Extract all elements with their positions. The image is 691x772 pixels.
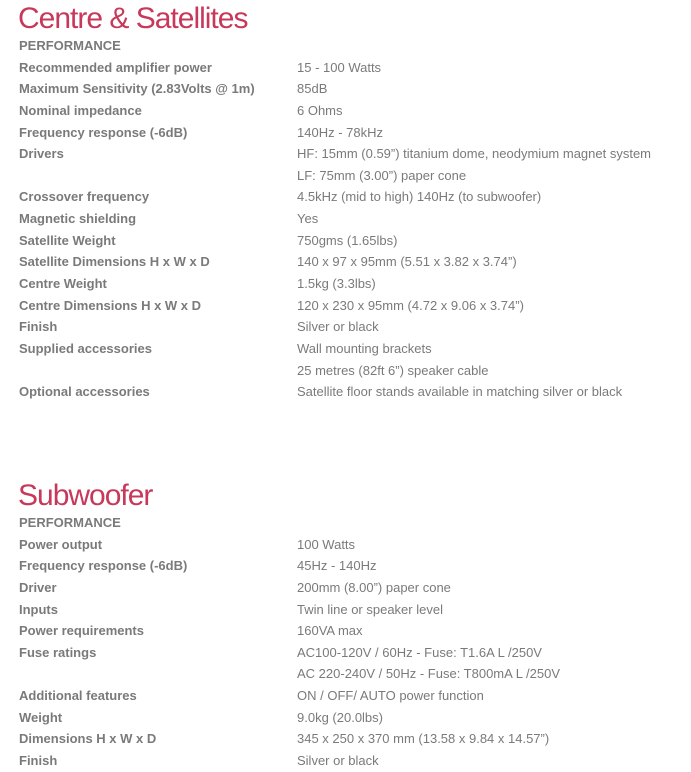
spec-row xyxy=(0,186,691,208)
spec-label: Nominal impedance xyxy=(19,102,142,118)
spec-row xyxy=(0,620,691,642)
spec-row xyxy=(0,251,691,273)
spec-row xyxy=(0,208,691,230)
spec-value: 140Hz - 78kHz xyxy=(297,124,383,140)
spec-label: Dimensions H x W x D xyxy=(19,731,157,747)
spec-label: Centre Dimensions H x W x D xyxy=(19,297,202,313)
spec-label: Frequency response (-6dB) xyxy=(19,124,188,140)
spec-value: Wall mounting brackets xyxy=(297,340,432,356)
spec-row xyxy=(0,728,691,750)
spec-table-centre-satellites xyxy=(0,35,691,403)
spec-row xyxy=(0,534,691,556)
spec-row xyxy=(0,685,691,707)
spec-row xyxy=(0,750,691,772)
spec-row xyxy=(0,57,691,79)
spec-row xyxy=(0,35,691,57)
spec-row xyxy=(0,165,691,187)
spec-label: Frequency response (-6dB) xyxy=(19,558,188,574)
spec-value: 45Hz - 140Hz xyxy=(297,558,377,574)
spec-value: 140 x 97 x 95mm (5.51 x 3.82 x 3.74”) xyxy=(297,254,517,270)
spec-value: 25 metres (82ft 6”) speaker cable xyxy=(297,362,489,378)
spec-row xyxy=(0,273,691,295)
spec-value: 15 - 100 Watts xyxy=(297,59,382,75)
spec-value: LF: 75mm (3.00”) paper cone xyxy=(297,167,467,183)
spec-value: HF: 15mm (0.59”) titanium dome, neodymium magnet system xyxy=(297,146,652,162)
spec-row xyxy=(0,143,691,165)
section-title-subwoofer: Subwoofer xyxy=(18,479,153,512)
spec-row xyxy=(0,122,691,144)
spec-row xyxy=(0,381,691,403)
spec-label: Fuse ratings xyxy=(19,644,97,660)
spec-label: Weight xyxy=(19,709,63,725)
spec-label: Driver xyxy=(19,579,57,595)
spec-label: Finish xyxy=(19,753,58,769)
spec-label: Power output xyxy=(19,536,103,552)
section-title-centre-satellites: Centre & Satellites xyxy=(18,2,248,35)
spec-label: Satellite Weight xyxy=(19,232,116,248)
spec-label: Drivers xyxy=(19,146,64,162)
spec-value: Silver or black xyxy=(297,319,379,335)
spec-label: Power requirements xyxy=(19,623,144,639)
spec-row xyxy=(0,707,691,729)
spec-label: Satellite Dimensions H x W x D xyxy=(19,254,210,270)
spec-label: Additional features xyxy=(19,688,137,704)
spec-label: Supplied accessories xyxy=(19,340,152,356)
spec-row xyxy=(0,599,691,621)
spec-value: 85dB xyxy=(297,81,328,97)
spec-label: Magnetic shielding xyxy=(19,211,137,227)
spec-value: 4.5kHz (mid to high) 140Hz (to subwoofer) xyxy=(297,189,542,205)
spec-label: Finish xyxy=(19,319,58,335)
spec-row xyxy=(0,512,691,534)
performance-heading: PERFORMANCE xyxy=(19,515,121,530)
spec-value: 120 x 230 x 95mm (4.72 x 9.06 x 3.74”) xyxy=(297,297,524,313)
spec-value: 1.5kg (3.3lbs) xyxy=(297,276,376,292)
spec-value: 345 x 250 x 370 mm (13.58 x 9.84 x 14.57”) xyxy=(297,731,550,747)
spec-value: Silver or black xyxy=(297,753,379,769)
spec-table-subwoofer xyxy=(0,512,691,772)
spec-row xyxy=(0,663,691,685)
spec-value: AC 220-240V / 50Hz - Fuse: T800mA L /250V xyxy=(297,666,561,682)
spec-row xyxy=(0,230,691,252)
spec-label: Optional accessories xyxy=(19,384,150,400)
spec-value: 100 Watts xyxy=(297,536,356,552)
spec-label: Recommended amplifier power xyxy=(19,59,212,75)
spec-value: Yes xyxy=(297,211,319,227)
spec-row xyxy=(0,316,691,338)
spec-row xyxy=(0,360,691,382)
spec-label: Crossover frequency xyxy=(19,189,150,205)
spec-value: 160VA max xyxy=(297,623,363,639)
spec-value: 6 Ohms xyxy=(297,102,343,118)
spec-value: 9.0kg (20.0lbs) xyxy=(297,709,383,725)
spec-value: 750gms (1.65lbs) xyxy=(297,232,398,248)
spec-row xyxy=(0,338,691,360)
spec-row xyxy=(0,78,691,100)
spec-row xyxy=(0,577,691,599)
performance-heading: PERFORMANCE xyxy=(19,38,121,53)
spec-value: Twin line or speaker level xyxy=(297,601,443,617)
spec-value: Satellite floor stands available in matching silver or black xyxy=(297,384,623,400)
spec-value: 200mm (8.00”) paper cone xyxy=(297,579,451,595)
spec-value: AC100-120V / 60Hz - Fuse: T1.6A L /250V xyxy=(297,644,542,660)
spec-label: Centre Weight xyxy=(19,276,107,292)
spec-value: ON / OFF/ AUTO power function xyxy=(297,688,484,704)
spec-row xyxy=(0,100,691,122)
spec-row xyxy=(0,642,691,664)
spec-row xyxy=(0,555,691,577)
spec-label: Inputs xyxy=(19,601,58,617)
spec-row xyxy=(0,295,691,317)
spec-label: Maximum Sensitivity (2.83Volts @ 1m) xyxy=(19,81,255,97)
